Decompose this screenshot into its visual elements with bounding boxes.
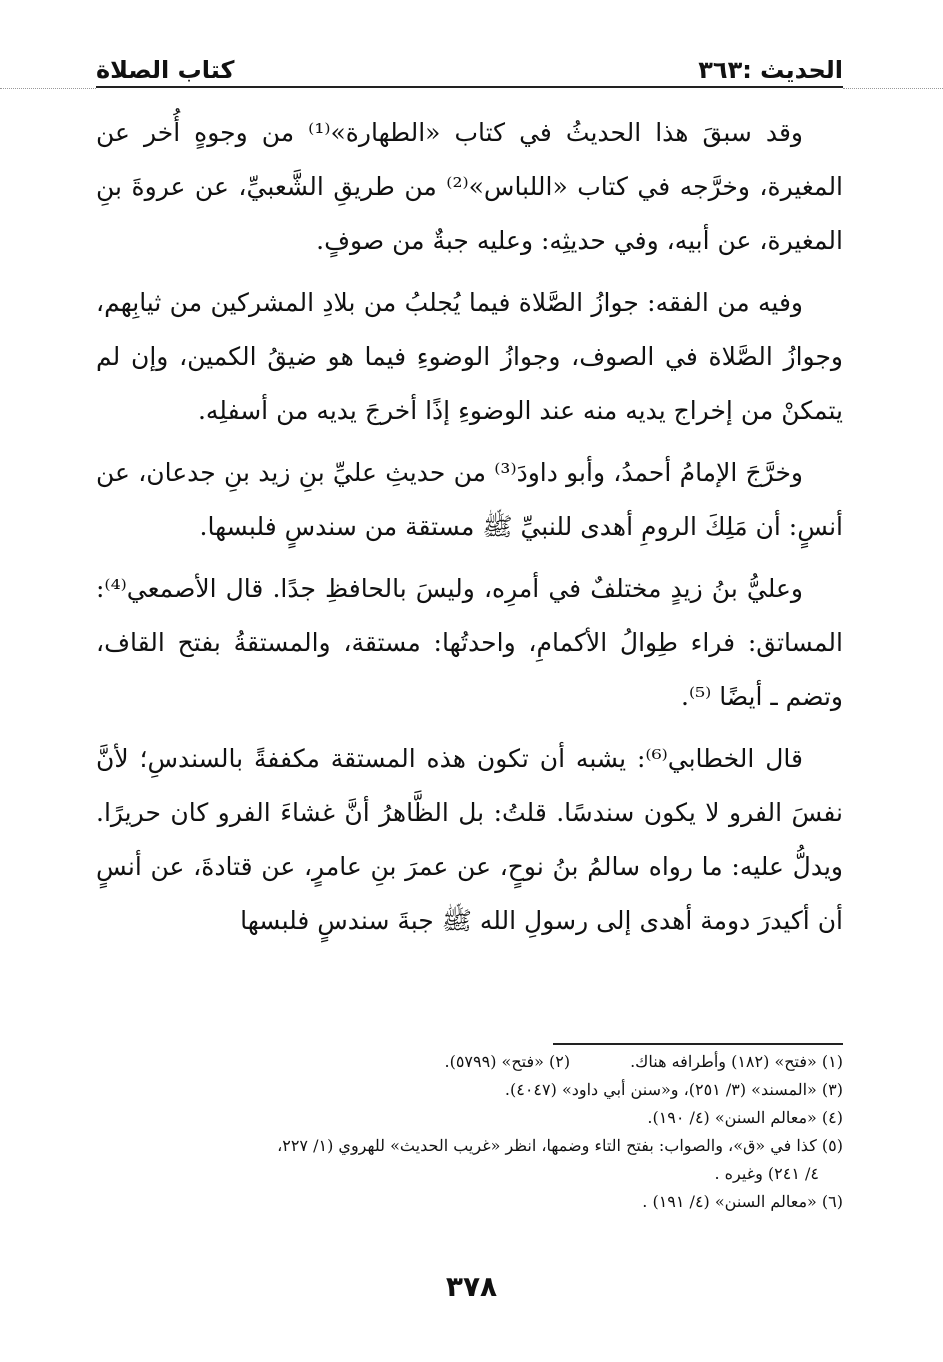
- footnotes: [96, 1048, 843, 1216]
- header-rule-dotted-right: [843, 88, 943, 89]
- footnote-6: (٦) «معالم السنن» (٤/ ١٩١) .: [642, 1192, 843, 1211]
- main-text: [96, 106, 843, 956]
- footnote-1: (١) «فتح» (١٨٢) وأطرافه هناك.: [630, 1052, 843, 1071]
- hadith-number-label: الحديث :٣٦٣: [698, 56, 843, 84]
- footnote-4: (٤) «معالم السنن» (٤/ ١٩٠).: [647, 1108, 843, 1127]
- paragraph: وفيه من الفقه: جوازُ الصَّلاة فيما يُجلبُ من بلادِ المشركين من ثيابِهم، وجوازُ الصَّلاة في الصوف، وجوازُ الوضوءِ فيما هو ضيقُ الكمين، وإن لم يتمكنْ من إخراج يديه منه عند الوضوءِ إذًا أخرجَ يديه من أسفلِه.: [96, 288, 843, 425]
- running-header: [96, 40, 843, 84]
- page-number: ٣٧٨: [445, 1270, 498, 1303]
- footnote-3: (٣) «المسند» (٣/ ٢٥١)، و«سنن أبي داود» (٤٠٤٧).: [504, 1080, 843, 1099]
- header-rule: [96, 86, 843, 88]
- book-title: كتاب الصلاة: [96, 56, 235, 84]
- paragraph: وعليُّ بنُ زيدٍ مختلفٌ في أمرِه، وليسَ بالحافظِ جدًا. قال الأصمعي⁽⁴⁾: المساتق: فراء طِوالُ الأكمامِ، واحدتُها: مستقة، والمستقةُ بفتح القاف، وتضم ـ أيضًا ⁽⁵⁾.: [96, 574, 843, 711]
- paragraph: قال الخطابي⁽⁶⁾: يشبه أن تكون هذه المستقة مكففةً بالسندسِ؛ لأنَّ نفسَ الفرو لا يكون سندسًا. قلتُ: بل الظَّاهرُ أنَّ غشاءَ الفرو كان حريرًا. ويدلُّ عليه: ما رواه سالمُ بنُ نوحٍ، عن عمرَ بنِ عامرٍ، عن قتادةَ، عن أنسٍ أن أكيدرَ دومة أهدى إلى رسولِ الله ﷺ جبةَ سندسٍ فلبسها: [96, 744, 843, 935]
- paragraph: وخرَّجَ الإمامُ أحمدُ، وأبو داودَ⁽³⁾ من حديثِ عليِّ بنِ زيد بنِ جدعان، عن أنسٍ: أن مَلِكَ الرومِ أهدى للنبيِّ ﷺ مستقة من سندسٍ فلبسها.: [96, 458, 843, 541]
- header-rule-dotted-left: [0, 88, 96, 89]
- footnote-5-continuation: ٤/ ٢٤١) وغيره .: [714, 1164, 819, 1183]
- footnote-5: (٥) كذا في «ق»، والصواب: بفتح التاء وضمها، انظر «غريب الحديث» للهروي (١/ ٢٢٧،: [277, 1136, 843, 1155]
- paragraph: وقد سبقَ هذا الحديثُ في كتاب «الطهارة»⁽¹⁾ من وجوهٍ أُخر عن المغيرة، وخرَّجه في كتاب «اللباس»⁽²⁾ من طريقِ الشَّعبيِّ، عن عروةَ بنِ المغيرة، عن أبيه، وفي حديثِه: وعليه جبةٌ من صوفٍ.: [96, 118, 844, 255]
- footnote-2: (٢) «فتح» (٥٧٩٩).: [444, 1052, 571, 1071]
- footnote-separator: [553, 1043, 843, 1045]
- footnote-row: [96, 1048, 843, 1076]
